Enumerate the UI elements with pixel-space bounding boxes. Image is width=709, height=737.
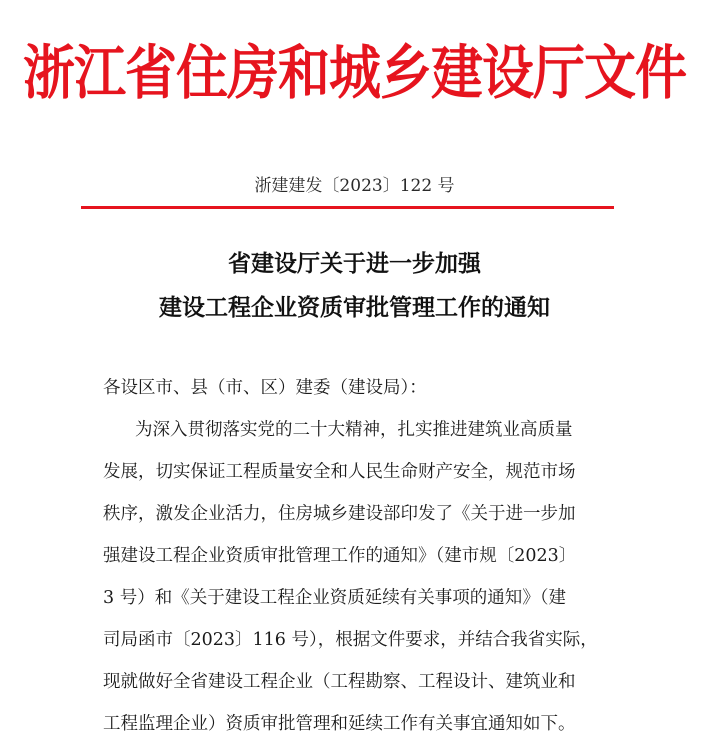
document-masthead: 浙江省住房和城乡建设厅文件 [22, 40, 686, 108]
body-line: 为深入贯彻落实党的二十大精神，扎实推进建筑业高质量 [135, 420, 573, 440]
body-line: 现就做好全省建设工程企业（工程勘察、工程设计、建筑业和 [103, 672, 576, 692]
body-line: 强建设工程企业资质审批管理工作的通知》（建市规〔2023〕 [103, 546, 577, 566]
body-line: 工程监理企业）资质审批管理和延续工作有关事宜通知如下。 [103, 714, 576, 734]
red-divider-rule [81, 206, 614, 209]
body-line: 发展，切实保证工程质量安全和人民生命财产安全，规范市场 [103, 462, 576, 482]
body-line: 司局函市〔2023〕116 号），根据文件要求，并结合我省实际， [103, 630, 598, 650]
salutation: 各设区市、县（市、区）建委（建设局）： [103, 378, 427, 398]
document-number: 浙建建发〔2023〕122 号 [254, 176, 455, 196]
document-title-line-2: 建设工程企业资质审批管理工作的通知 [159, 295, 550, 321]
document-title-line-1: 省建设厅关于进一步加强 [228, 251, 481, 277]
body-line: 秩序，激发企业活力，住房城乡建设部印发了《关于进一步加 [103, 504, 576, 524]
body-line: 3 号）和《关于建设工程企业资质延续有关事项的通知》（建 [103, 588, 566, 608]
